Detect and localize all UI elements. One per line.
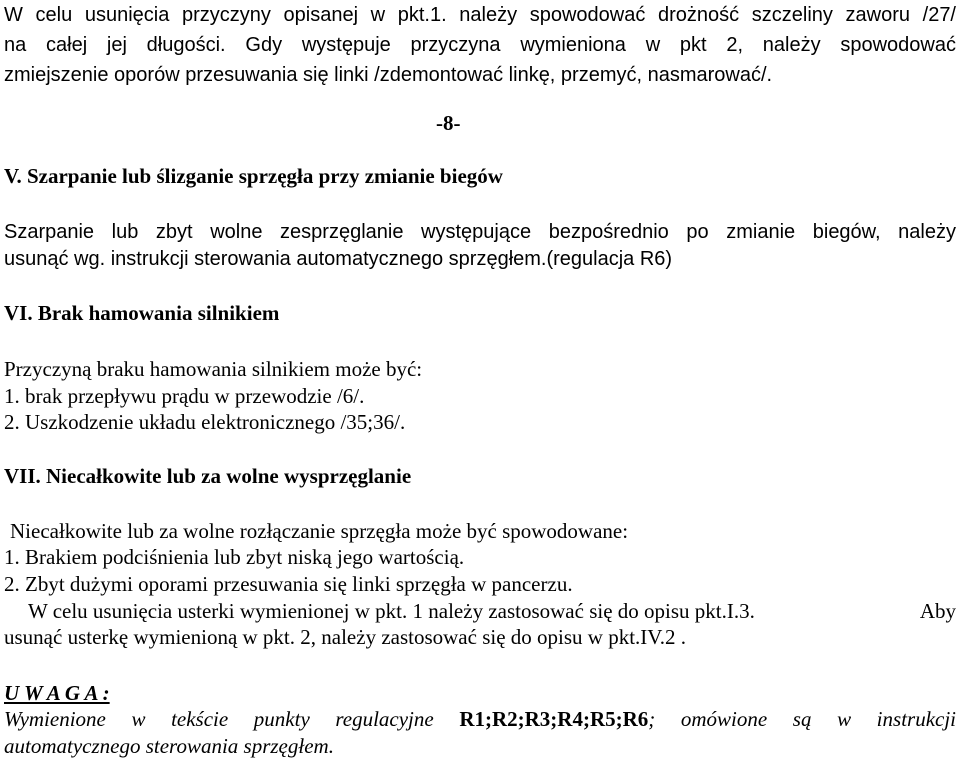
section-7-line-3: usunąć usterkę wymienioną w pkt. 2, należy zastosować się do opisu w pkt.IV.2 . xyxy=(4,625,686,649)
section-7-item-1: 1. Brakiem podciśnienia lub zbyt niską jego wartością. xyxy=(4,545,465,569)
intro-line-2: na całej jej długości. Gdy występuje przyczyna wymieniona w pkt 2, należy spowodować xyxy=(4,34,956,56)
section-6-item-1: 1. brak przepływu prądu w przewodzie /6/. xyxy=(4,384,365,408)
section-5-line-1: Szarpanie lub zbyt wolne zesprzęglanie występujące bezpośrednio po zmianie biegów, należy xyxy=(4,221,956,243)
note-text-2: ; omówione są w instrukcji xyxy=(648,707,957,731)
section-5-line-2: usunąć wg. instrukcji sterowania automatycznego sprzęgłem.(regulacja R6) xyxy=(4,248,673,270)
note-line-1 xyxy=(4,706,956,732)
section-6-item-2: 2. Uszkodzenie układu elektronicznego /35;36/. xyxy=(4,410,406,434)
section-6-heading: VI. Brak hamowania silnikiem xyxy=(4,301,280,325)
note-text-1: Wymienione w tekście punkty regulacyjne xyxy=(4,707,434,731)
section-7-line-2-end: Aby xyxy=(919,599,956,623)
section-7-line-2: W celu usunięcia usterki wymienionej w pkt. 1 należy zastosować się do opisu pkt.I.3. xyxy=(28,599,755,623)
note-line-2: automatycznego sterowania sprzęgłem. xyxy=(4,734,334,758)
intro-line-1: W celu usunięcia przyczyny opisanej w pkt.1. należy spowodować drożność szczeliny zaworu /27/ xyxy=(4,4,956,26)
page-number: -8- xyxy=(436,111,461,135)
section-6-line-1: Przyczyną braku hamowania silnikiem może być: xyxy=(4,357,423,381)
note-label: U W A G A : xyxy=(4,681,110,705)
intro-line-3: zmiejszenie oporów przesuwania się linki /zdemontować linkę, przemyć, nasmarować/. xyxy=(4,64,773,86)
section-5-heading: V. Szarpanie lub ślizganie sprzęgła przy zmianie biegów xyxy=(4,164,503,188)
section-7-line-1: Niecałkowite lub za wolne rozłączanie sprzęgła może być spowodowane: xyxy=(10,519,629,543)
section-7-heading: VII. Niecałkowite lub za wolne wysprzęglanie xyxy=(4,464,412,488)
note-codes: R1;R2;R3;R4;R5;R6 xyxy=(459,707,649,731)
section-7-item-2: 2. Zbyt dużymi oporami przesuwania się linki sprzęgła w pancerzu. xyxy=(4,572,573,596)
